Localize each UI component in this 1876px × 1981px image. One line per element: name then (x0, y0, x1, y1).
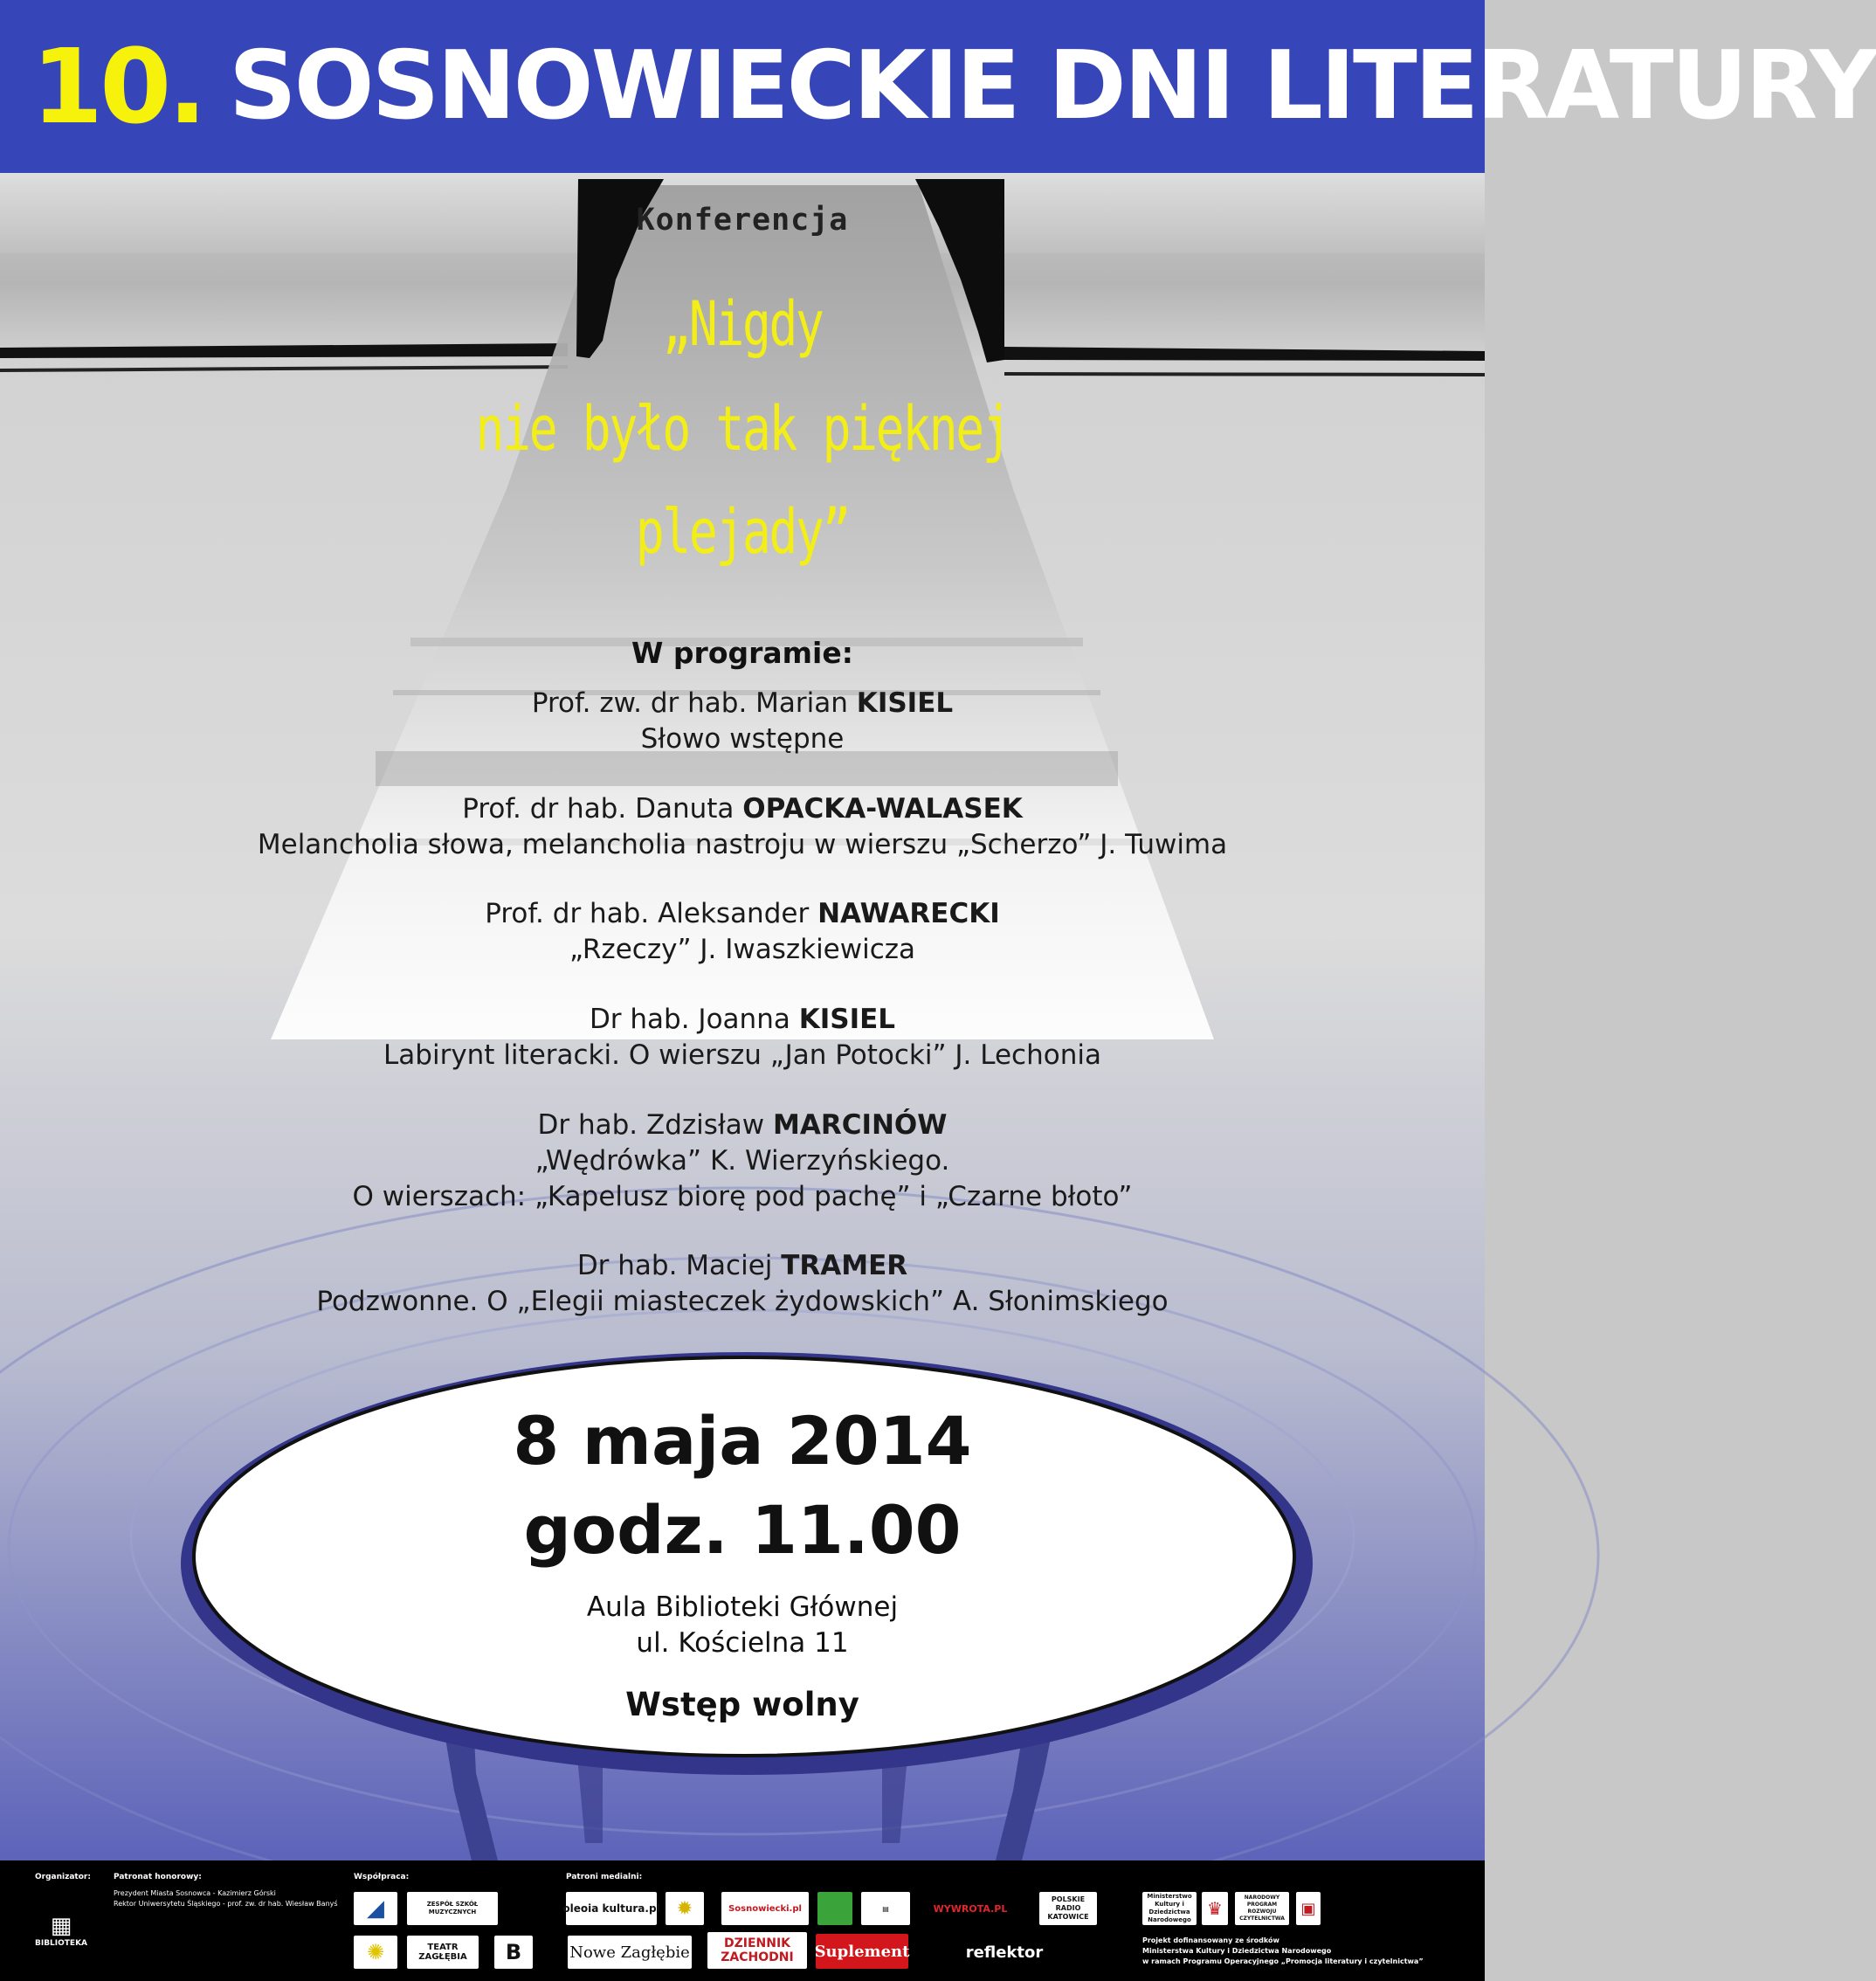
talk-topic: „Rzeczy” J. Iwaszkiewicza (569, 934, 916, 965)
b-logo: B (494, 1936, 533, 1969)
media-logo: oleoia kultura.pl (566, 1892, 657, 1925)
talk-topic: „Wędrówka” K. Wierzyńskiego. (535, 1145, 950, 1177)
header-banner (0, 0, 1876, 173)
media-logo-news (861, 1892, 910, 1925)
media-logo: Nowe Zagłębie (568, 1936, 692, 1969)
program-item (0, 1248, 1485, 1320)
event-title-line: „Nigdy (662, 288, 823, 360)
speaker: Dr hab. Maciej TRAMER (576, 1250, 908, 1281)
library-emblem-icon: ▦ (50, 1913, 72, 1939)
university-emblem-icon: ◢ (367, 1895, 384, 1922)
media-logo-green (817, 1892, 852, 1925)
newspaper-icon: ▤ (882, 1904, 889, 1913)
ministry-emblem (1202, 1892, 1228, 1925)
event-title-line: nie było tak pięknej (475, 393, 1010, 465)
cooperation-label: Współpraca: (354, 1873, 410, 1881)
media-patrons-label: Patroni medialni: (566, 1873, 643, 1881)
speaker: Prof. dr hab. Danuta OPACKA-WALASEK (462, 793, 1023, 825)
program-item (0, 686, 1485, 757)
program-item (0, 1108, 1485, 1215)
media-logo: POLSKIE RADIO KATOWICE (1039, 1892, 1097, 1925)
star-icon: ✹ (676, 1897, 693, 1920)
media-logo: Suplement (816, 1934, 908, 1969)
organizer-logo: ▦ BIBLIOTEKA (35, 1888, 87, 1972)
organizer-label: Organizator: (35, 1873, 91, 1881)
talk-topic: Słowo wstępne (640, 723, 845, 755)
honorary-patronage-label: Patronat honorowy: (114, 1873, 202, 1881)
edition-number: 10. (31, 26, 204, 147)
program-item (0, 791, 1485, 863)
event-title-line: plejady” (635, 496, 850, 568)
event-venue: Aula Biblioteki Głównej (586, 1591, 899, 1623)
funding-note: Projekt dofinansowany ze środków (1142, 1936, 1279, 1944)
program-item (0, 896, 1485, 968)
honorary-patron: Prezydent Miasta Sosnowca - Kazimierz Górski (114, 1889, 276, 1897)
sun-icon: ✺ (366, 1940, 385, 1964)
program-heading: W programie: (631, 636, 853, 670)
speaker: Prof. zw. dr hab. Marian KISIEL (531, 687, 954, 719)
npr-emblem (1296, 1892, 1321, 1925)
media-logo: DZIENNIK ZACHODNI (707, 1932, 807, 1969)
honorary-patron: Rektor Uniwersytetu Śląskiego - prof. zw. dr hab. Wiesław Banyś (114, 1900, 338, 1908)
emblem-icon: ♛ (1207, 1898, 1223, 1919)
media-logo: Sosnowiecki.pl (721, 1892, 809, 1925)
speaker: Prof. dr hab. Aleksander NAWARECKI (485, 898, 1000, 929)
talk-topic: Melancholia słowa, melancholia nastroju w wierszu „Scherzo” J. Tuwima (257, 829, 1228, 860)
event-time: godz. 11.00 (523, 1491, 962, 1569)
admission-note: Wstęp wolny (625, 1686, 859, 1723)
media-logo-star (666, 1892, 704, 1925)
book-icon: ▣ (1300, 1899, 1316, 1918)
talk-topic: Labirynt literacki. O wierszu „Jan Potocki” J. Lechonia (383, 1039, 1101, 1071)
festival-title: SOSNOWIECKIE DNI LITERATURY (229, 31, 1876, 141)
media-logo: reflektor (961, 1936, 1048, 1969)
event-address: ul. Kościelna 11 (636, 1627, 849, 1659)
sun-logo (354, 1936, 397, 1969)
speaker: Dr hab. Zdzisław MARCINÓW (537, 1109, 948, 1141)
event-type: Konferencja (636, 203, 849, 238)
talk-topic: Podzwonne. O „Elegii miasteczek żydowskich” A. Słonimskiego (316, 1286, 1169, 1317)
speaker: Dr hab. Joanna KISIEL (589, 1004, 896, 1035)
ministry-logo: Ministerstwo Kultury i Dziedzictwa Narodowego (1142, 1892, 1197, 1925)
university-logo (354, 1892, 397, 1925)
npr-logo: NARODOWY PROGRAM ROZWOJU CZYTELNICTWA (1235, 1892, 1289, 1925)
event-date: 8 maja 2014 (513, 1402, 972, 1480)
funding-note: Ministerstwa Kultury i Dziedzictwa Narodowego (1142, 1947, 1332, 1955)
funding-note: w ramach Programu Operacyjnego „Promocja literatury i czytelnictwa” (1142, 1957, 1424, 1965)
program-item (0, 1002, 1485, 1073)
media-logo: WYWROTA.PL (922, 1892, 1018, 1925)
talk-topic: O wierszach: „Kapelusz biorę pod pachę” i „Czarne błoto” (352, 1181, 1133, 1212)
music-school-logo: ZESPÓŁ SZKÓŁ MUZYCZNYCH (407, 1892, 498, 1925)
theatre-logo: TEATR ZAGŁĘBIA (407, 1936, 479, 1969)
